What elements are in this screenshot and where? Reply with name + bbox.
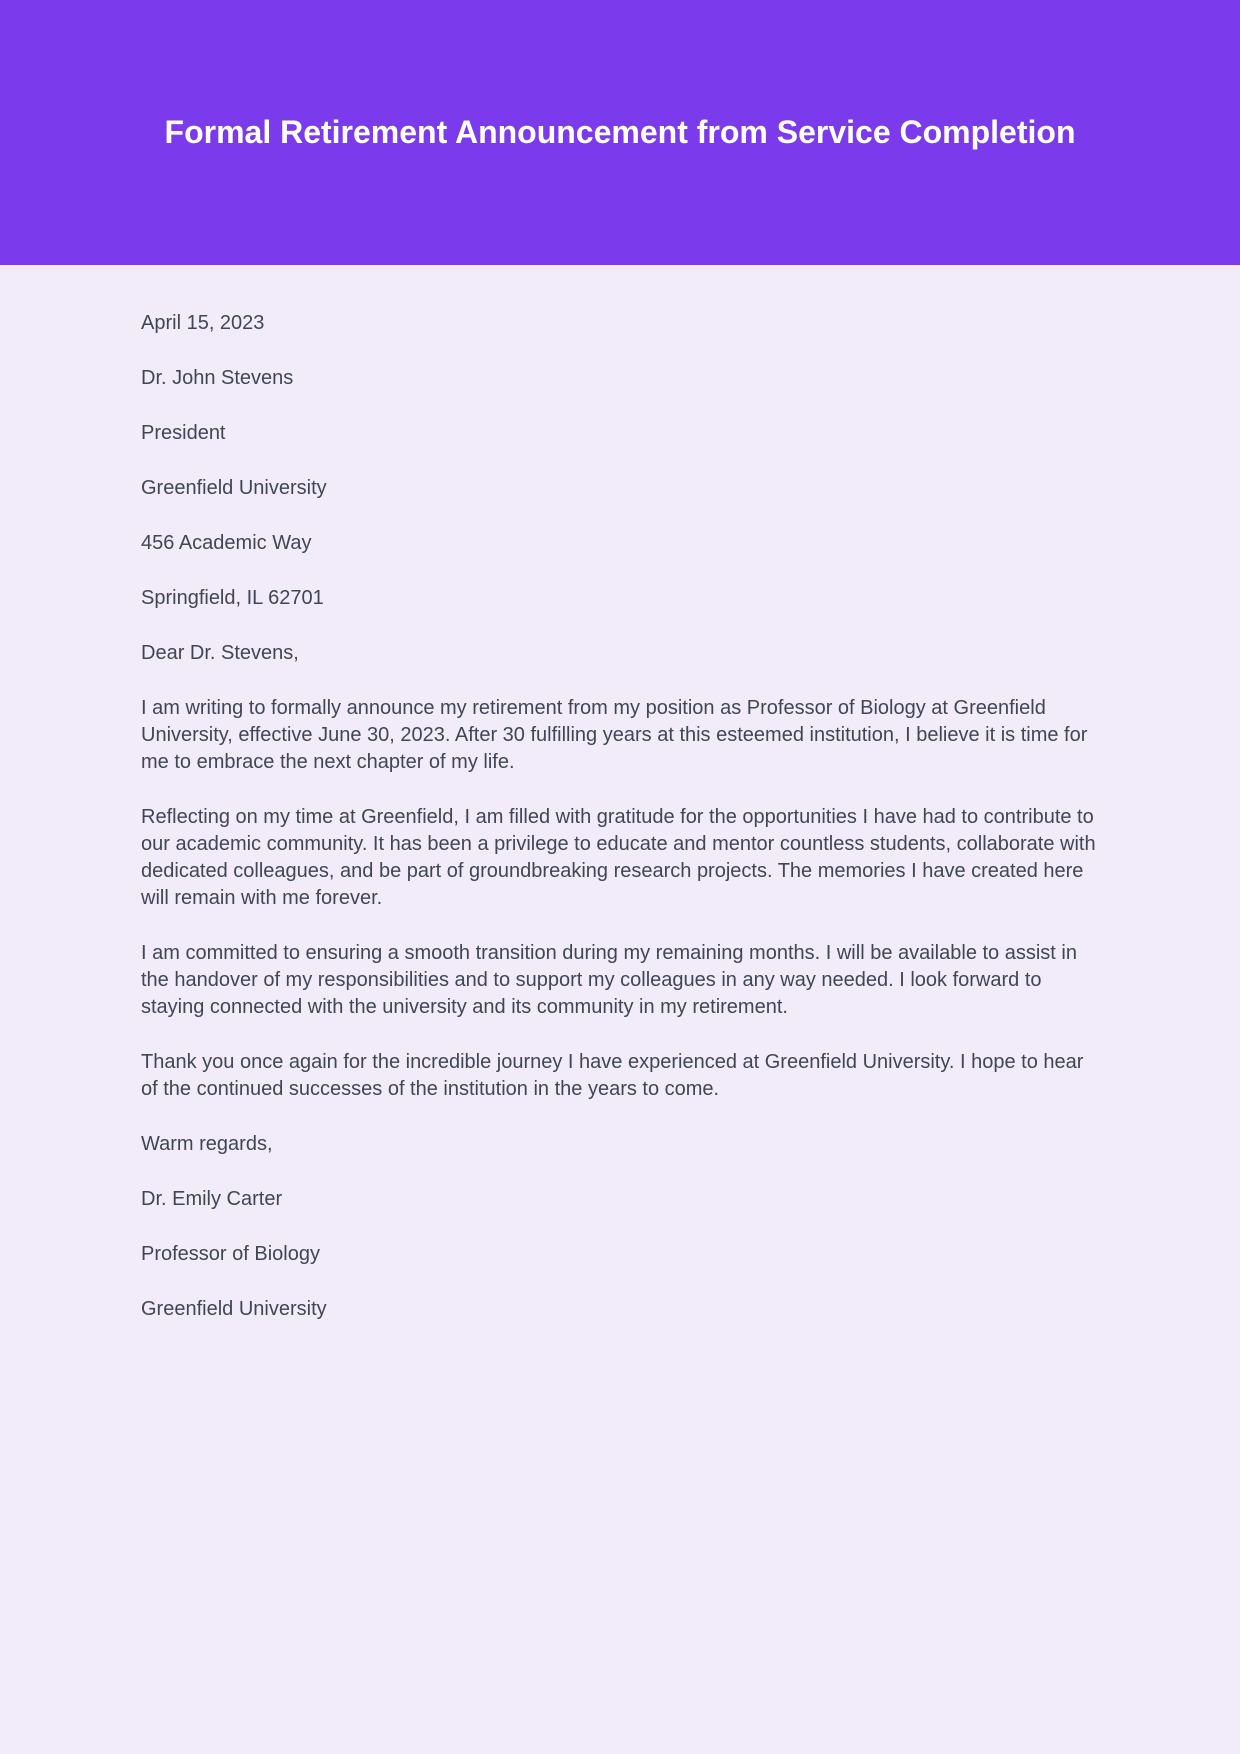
closing: Warm regards,: [141, 1133, 273, 1155]
header-banner: [0, 0, 1240, 265]
recipient-organization: Greenfield University: [141, 477, 327, 499]
signature-title: Professor of Biology: [141, 1243, 320, 1265]
letter-body: [0, 265, 1240, 1411]
paragraph-announcement: I am writing to formally announce my retirement from my position as Professor of Biology at Greenfield University, effective June 30, 2023. After 30 fulfilling years at this esteemed institution, I believe it is time for me to embrace the next chapter of my life.: [141, 697, 1088, 773]
paragraph-thanks: Thank you once again for the incredible journey I have experienced at Greenfield University. I hope to hear of the continued successes of the institution in the years to come.: [141, 1051, 1084, 1100]
recipient-title: President: [141, 422, 226, 444]
signature-organization: Greenfield University: [141, 1298, 327, 1320]
signature-name: Dr. Emily Carter: [141, 1188, 283, 1210]
paragraph-transition: I am committed to ensuring a smooth transition during my remaining months. I will be available to assist in the handover of my responsibilities and to support my colleagues in any way needed. I look forward to staying connected with the university and its community in my retirement.: [141, 942, 1077, 1018]
salutation: Dear Dr. Stevens,: [141, 642, 299, 664]
page-title: Formal Retirement Announcement from Service Completion: [164, 114, 1076, 150]
letter-date: April 15, 2023: [141, 312, 265, 334]
paragraph-gratitude: Reflecting on my time at Greenfield, I am filled with gratitude for the opportunities I have had to contribute to our academic community. It has been a privilege to educate and mentor countless students, collaborate with dedicated colleagues, and be part of groundbreaking research projects. The memories I have created here will remain with me forever.: [141, 806, 1096, 909]
recipient-name: Dr. John Stevens: [141, 367, 294, 389]
recipient-street: 456 Academic Way: [141, 532, 312, 554]
recipient-city: Springfield, IL 62701: [141, 587, 324, 609]
